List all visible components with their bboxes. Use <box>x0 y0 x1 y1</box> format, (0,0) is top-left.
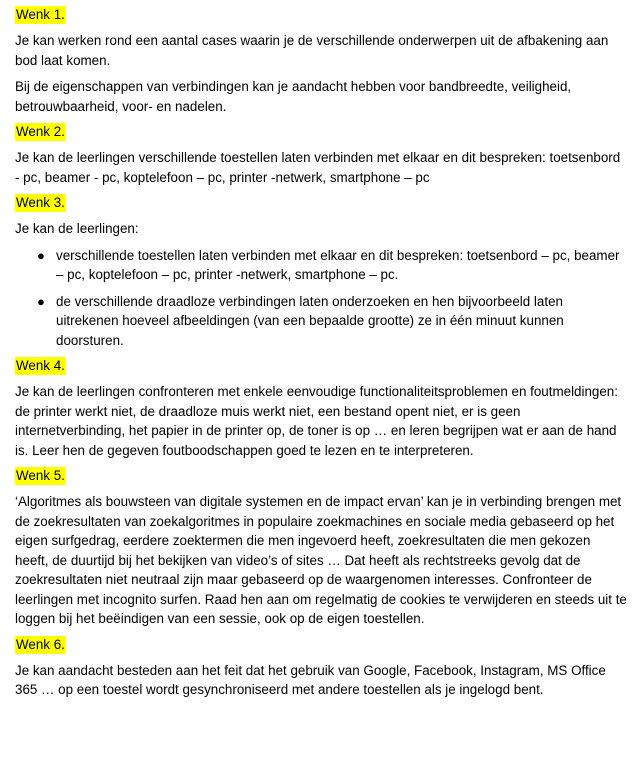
section-wenk-1 <box>15 6 627 116</box>
section-heading: Wenk 3. <box>16 195 65 210</box>
paragraph: Je kan aandacht besteden aan het feit dat het gebruik van Google, Facebook, Instagram, MS Office 365 … op een toestel wordt gesynchroniseerd met andere toestellen als je ingelogd bent. <box>15 662 606 697</box>
list-item <box>15 292 627 351</box>
section-wenk-6 <box>15 636 627 700</box>
paragraph: Je kan de leerlingen confronteren met enkele eenvoudige functionaliteitsproblemen en foutmeldingen: de printer werkt niet, de draadloze muis werkt niet, een bestand opent niet, er is geen internetverbinding, het papier in de printer op, de toner is op … en leren begrijpen wat er aan de hand is. Leer hen de gegeven foutboodschappen goed te lezen en te interpreteren. <box>15 384 618 458</box>
paragraph: Je kan de leerlingen: <box>15 221 139 236</box>
section-heading: Wenk 2. <box>16 124 65 139</box>
section-wenk-2 <box>15 123 627 187</box>
bullet-icon: ● <box>37 293 45 309</box>
section-wenk-3 <box>15 194 627 350</box>
section-heading: Wenk 5. <box>16 468 65 483</box>
document-page <box>15 6 627 707</box>
list-item-text: de verschillende draadloze verbindingen laten onderzoeken en hen bijvoorbeeld laten uitrekenen hoeveel afbeeldingen (van een bepaalde grootte) ze in één minuut kunnen doorsturen. <box>56 293 564 348</box>
section-wenk-5 <box>15 467 627 629</box>
list-item <box>15 246 627 285</box>
section-heading: Wenk 4. <box>16 358 65 373</box>
bullet-icon: ● <box>37 247 45 263</box>
bullet-list <box>15 246 627 351</box>
paragraph: Bij de eigenschappen van verbindingen kan je aandacht hebben voor bandbreedte, veiligheid, betrouwbaarheid, voor- en nadelen. <box>15 79 572 114</box>
section-wenk-4 <box>15 357 627 460</box>
paragraph: ‘Algoritmes als bouwsteen van digitale systemen en de impact ervan’ kan je in verbinding brengen met de zoekresultaten van zoekalgoritmes in populaire zoekmachines en sociale media gebaseerd op het eigen surfgedrag, eerdere zoektermen die men ingevoerd heeft, zoekresultaten die men gekozen heeft, de duurtijd bij het bekijken van video’s of sites … Dat heeft als rechtstreeks gevolg dat de zoekresultaten niet neutraal zijn maar gebaseerd op de waargenomen interesses. Confronteer de leerlingen met incognito surfen. Raad hen aan om regelmatig de cookies te verwijderen en steeds uit te loggen bij het beëindigen van een sessie, ook op de eigen toestellen. <box>15 494 627 626</box>
paragraph: Je kan de leerlingen verschillende toestellen laten verbinden met elkaar en dit bespreken: toetsenbord - pc, beamer - pc, koptelefoon – pc, printer -netwerk, smartphone – pc <box>15 150 621 185</box>
section-heading: Wenk 6. <box>16 636 65 652</box>
section-heading: Wenk 1. <box>16 7 65 22</box>
paragraph: Je kan werken rond een aantal cases waarin je de verschillende onderwerpen uit de afbakening aan bod laat komen. <box>15 33 609 68</box>
list-item-text: verschillende toestellen laten verbinden met elkaar en dit bespreken: toetsenbord – pc, beamer – pc, koptelefoon – pc, printer -netwerk, smartphone – pc. <box>56 247 620 282</box>
